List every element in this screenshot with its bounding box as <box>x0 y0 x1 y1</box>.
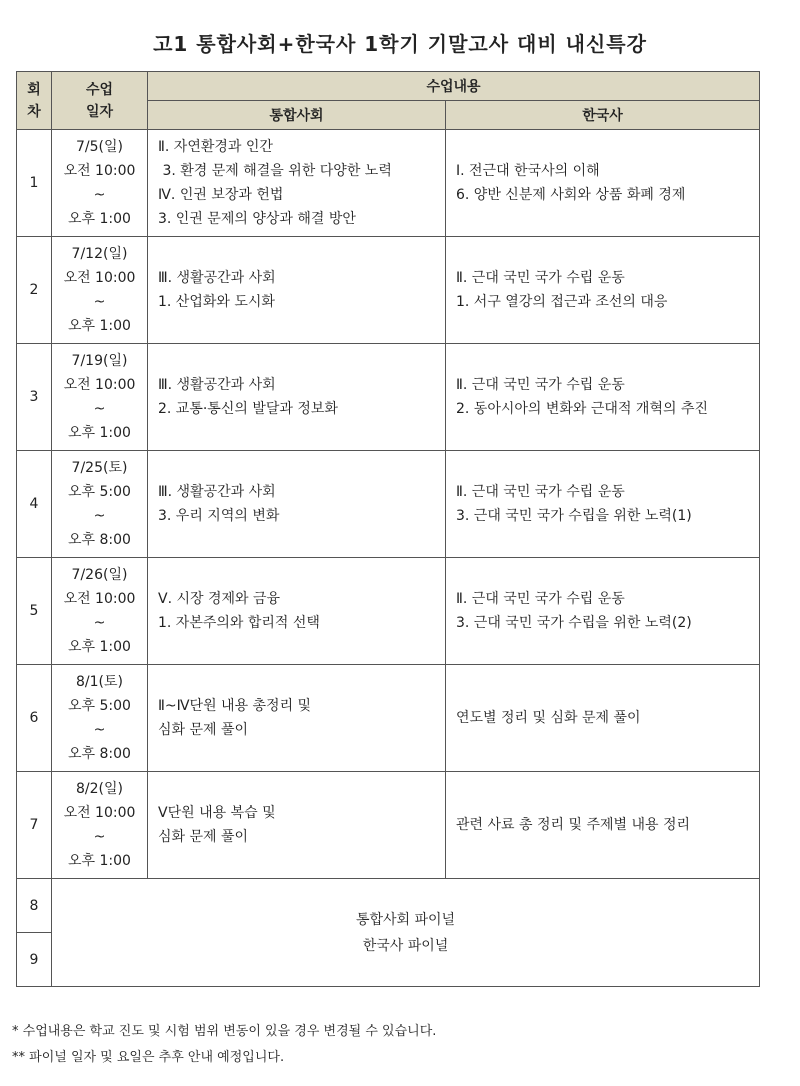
session-number: 3 <box>17 344 52 451</box>
content-line: 1. 산업화와 도시화 <box>158 294 275 310</box>
session-number: 2 <box>17 237 52 344</box>
session-number: 4 <box>17 451 52 558</box>
content-line: 관련 사료 총 정리 및 주제별 내용 정리 <box>456 817 691 833</box>
korean-history-content <box>446 558 760 665</box>
integrated-social-content <box>148 451 446 558</box>
content-line: 3. 우리 지역의 변화 <box>158 508 280 524</box>
integrated-social-content <box>148 237 446 344</box>
content-line: 2. 동아시아의 변화와 근대적 개혁의 추진 <box>456 401 708 417</box>
note-2: ** 파이널 일자 및 요일은 추후 안내 예정입니다. <box>12 1050 285 1065</box>
date-line: ~ <box>93 294 106 310</box>
date-line: 오전 10:00 <box>63 591 136 607</box>
date-line: 오후 5:00 <box>68 698 131 714</box>
content-line: 연도별 정리 및 심화 문제 풀이 <box>456 710 641 726</box>
integrated-social-content <box>148 558 446 665</box>
content-line: 3. 환경 문제 해결을 위한 다양한 노력 <box>158 163 392 179</box>
date-line: 7/12(일) <box>71 246 128 262</box>
table-row-final <box>17 879 760 933</box>
integrated-social-content <box>148 665 446 772</box>
korean-history-content <box>446 451 760 558</box>
date-line: 8/1(토) <box>76 674 123 690</box>
content-line: Ⅱ. 근대 국민 국가 수립 운동 <box>456 377 625 393</box>
content-line: Ⅴ. 시장 경제와 금융 <box>158 591 281 607</box>
date-line: 오후 1:00 <box>68 853 131 869</box>
header-row <box>17 72 760 101</box>
date-line: 오후 8:00 <box>68 532 131 548</box>
date-line: 오전 10:00 <box>63 805 136 821</box>
header-session: 회 차 <box>17 72 52 130</box>
content-line: 3. 인권 문제의 양상과 해결 방안 <box>158 211 356 227</box>
content-line: Ⅲ. 생활공간과 사회 <box>158 484 276 500</box>
final-line: 통합사회 파이널 <box>355 911 456 928</box>
final-line: 한국사 파이널 <box>362 937 449 954</box>
schedule-table <box>16 71 760 987</box>
content-line: Ⅱ. 근대 국민 국가 수립 운동 <box>456 270 625 286</box>
date-line: 오후 1:00 <box>68 639 131 655</box>
date-line: 오전 10:00 <box>63 377 136 393</box>
session-date <box>52 344 148 451</box>
page-title: 고1 통합사회+한국사 1학기 기말고사 대비 내신특강 <box>153 32 647 56</box>
date-line: ~ <box>93 615 106 631</box>
date-line: 오후 8:00 <box>68 746 131 762</box>
date-line: ~ <box>93 722 106 738</box>
korean-history-content <box>446 665 760 772</box>
session-date <box>52 451 148 558</box>
header-korean-history: 한국사 <box>446 101 760 130</box>
session-number: 1 <box>17 130 52 237</box>
table-row <box>17 451 760 558</box>
session-number: 7 <box>17 772 52 879</box>
integrated-social-content <box>148 344 446 451</box>
table-row <box>17 772 760 879</box>
korean-history-content <box>446 130 760 237</box>
content-line: 1. 자본주의와 합리적 선택 <box>158 615 320 631</box>
session-number: 6 <box>17 665 52 772</box>
content-line: 2. 교통·통신의 발달과 정보화 <box>158 401 338 417</box>
date-line: ~ <box>93 829 106 845</box>
integrated-social-content <box>148 130 446 237</box>
content-line: 1. 서구 열강의 접근과 조선의 대응 <box>456 294 668 310</box>
content-line: Ⅲ. 생활공간과 사회 <box>158 377 276 393</box>
date-line: 오전 10:00 <box>63 270 136 286</box>
korean-history-content <box>446 237 760 344</box>
session-date <box>52 558 148 665</box>
content-line: 심화 문제 풀이 <box>158 829 249 845</box>
content-line: Ⅱ. 자연환경과 인간 <box>158 139 273 155</box>
content-line: Ⅴ단원 내용 복습 및 <box>158 805 276 821</box>
table-row <box>17 237 760 344</box>
header-date: 수업 일자 <box>52 72 148 130</box>
session-number: 8 <box>17 879 52 933</box>
date-line: 7/25(토) <box>71 460 128 476</box>
header-integrated-social: 통합사회 <box>148 101 446 130</box>
session-date <box>52 665 148 772</box>
content-line: Ⅱ~Ⅳ단원 내용 총정리 및 <box>158 698 312 714</box>
date-line: 7/5(일) <box>76 139 123 155</box>
table-row <box>17 665 760 772</box>
table-row <box>17 344 760 451</box>
date-line: 7/19(일) <box>71 353 128 369</box>
session-date <box>52 130 148 237</box>
session-date <box>52 772 148 879</box>
session-number: 5 <box>17 558 52 665</box>
content-line: 심화 문제 풀이 <box>158 722 249 738</box>
content-line: 3. 근대 국민 국가 수립을 위한 노력(2) <box>456 615 692 631</box>
date-line: 오후 1:00 <box>68 211 131 227</box>
date-line: 오후 5:00 <box>68 484 131 500</box>
date-line: ~ <box>93 401 106 417</box>
date-line: ~ <box>93 187 106 203</box>
date-line: 오전 10:00 <box>63 163 136 179</box>
content-line: 3. 근대 국민 국가 수립을 위한 노력(1) <box>456 508 692 524</box>
date-line: ~ <box>93 508 106 524</box>
date-line: 오후 1:00 <box>68 318 131 334</box>
content-line: Ⅱ. 근대 국민 국가 수립 운동 <box>456 484 625 500</box>
final-panel <box>52 879 760 987</box>
note-1: * 수업내용은 학교 진도 및 시험 범위 변동이 있을 경우 변경될 수 있습니다. <box>12 1024 437 1039</box>
korean-history-content <box>446 772 760 879</box>
session-date <box>52 237 148 344</box>
table-row <box>17 558 760 665</box>
content-line: Ⅲ. 생활공간과 사회 <box>158 270 276 286</box>
content-line: Ⅱ. 근대 국민 국가 수립 운동 <box>456 591 625 607</box>
date-line: 8/2(일) <box>76 781 123 797</box>
table-row <box>17 130 760 237</box>
header-content: 수업내용 <box>148 72 760 101</box>
korean-history-content <box>446 344 760 451</box>
session-number: 9 <box>17 933 52 987</box>
content-line: Ⅰ. 전근대 한국사의 이해 <box>456 163 600 179</box>
integrated-social-content <box>148 772 446 879</box>
date-line: 7/26(일) <box>71 567 128 583</box>
date-line: 오후 1:00 <box>68 425 131 441</box>
content-line: Ⅳ. 인권 보장과 헌법 <box>158 187 284 203</box>
content-line: 6. 양반 신분제 사회와 상품 화폐 경제 <box>456 187 686 203</box>
